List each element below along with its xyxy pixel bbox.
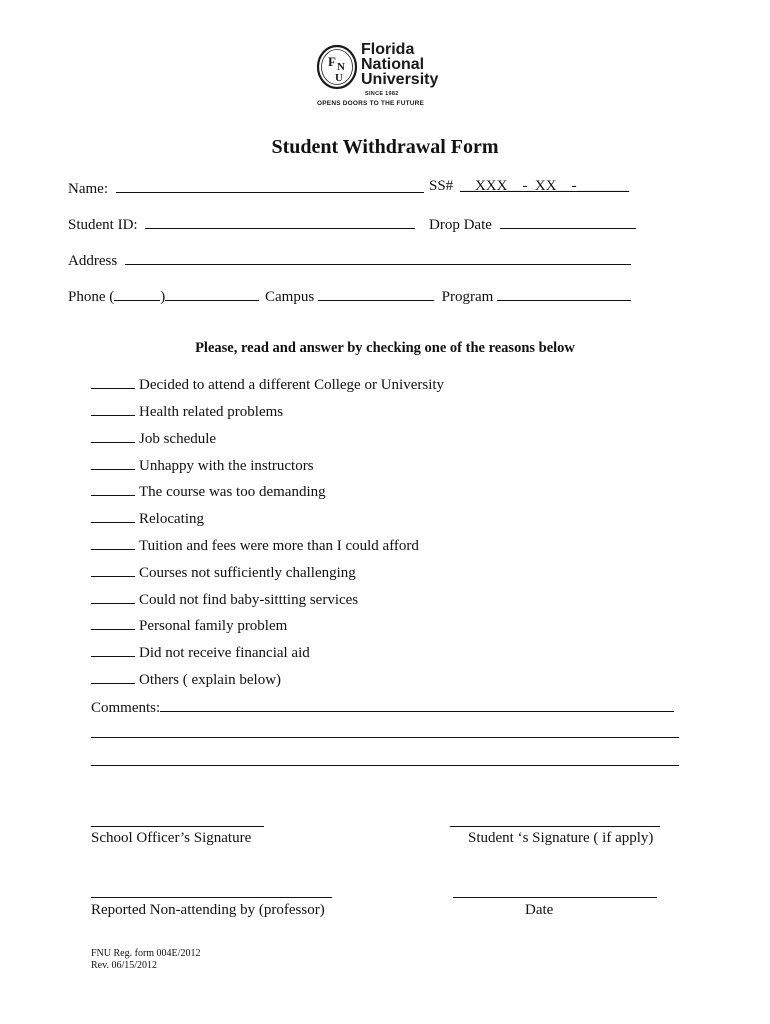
reason-item [91,482,326,501]
comments-row [91,697,674,717]
fnu-logo [313,40,463,112]
reason-label: Relocating [139,511,204,527]
reason-check-line[interactable] [91,456,135,470]
campus-input-line[interactable] [318,286,434,301]
ss-label: SS# [429,178,454,194]
name-input-line[interactable] [116,178,424,193]
svg-text:N: N [337,61,345,73]
reason-check-line[interactable] [91,536,135,550]
logo-tagline: OPENS DOORS TO THE FUTURE [317,100,425,107]
school-officer-signature-line[interactable] [91,826,264,827]
comments-input-line[interactable] [160,697,674,712]
reason-label: The course was too demanding [139,484,326,500]
ss-value[interactable]: __XXX__-_XX__-_______ [459,178,630,194]
reason-check-line[interactable] [91,590,135,604]
reason-item [91,616,287,635]
reason-label: Job schedule [139,431,217,447]
reason-item [91,375,444,394]
professor-signature-label: Reported Non-attending by (professor) [91,902,325,918]
instruction-text: Please, read and answer by checking one of the reasons below [195,340,575,356]
reason-check-line[interactable] [91,429,135,443]
comments-line-3[interactable] [91,765,679,766]
reason-item [91,670,281,689]
logo-since: SINCE 1982 [365,91,399,97]
comments-label: Comments: [91,700,161,716]
svg-text:F: F [328,54,336,69]
reason-check-line[interactable] [91,563,135,577]
logo-name-line3: University [361,71,439,88]
phone-paren-close: ) [160,289,166,305]
reason-check-line[interactable] [91,402,135,416]
phone-area-code-line[interactable] [114,286,160,301]
university-name [361,42,438,87]
date-label: Date [525,902,554,918]
fnu-seal-icon [315,44,359,90]
reason-item [91,643,310,662]
school-officer-signature-label: School Officer’s Signature [91,830,252,846]
reason-check-line[interactable] [91,509,135,523]
campus-label: Campus [265,289,315,305]
reason-item [91,456,314,475]
reason-label: Health related problems [139,404,284,420]
drop-date-input-line[interactable] [500,214,636,229]
program-label: Program [441,289,494,305]
address-row [68,250,631,270]
reason-item [91,402,283,421]
reason-label: Tuition and fees were more than I could afford [139,538,419,554]
reason-label: Others ( explain below) [139,672,282,688]
reason-check-line[interactable] [91,670,135,684]
reason-label: Did not receive financial aid [139,645,310,661]
reason-item [91,590,358,609]
footer-form-code: FNU Reg. form 004E/2012 [91,948,201,959]
reason-item [91,536,419,555]
program-input-line[interactable] [497,286,631,301]
phone-row [68,286,631,306]
reason-check-line[interactable] [91,482,135,496]
address-input-line[interactable] [125,250,631,265]
reason-check-line[interactable] [91,616,135,630]
reason-label: Courses not sufficiently challenging [139,565,356,581]
logo-name-line1: Florida [361,41,415,58]
reason-label: Decided to attend a different College or University [139,377,445,393]
student-id-label: Student ID: [68,217,138,233]
date-line[interactable] [453,897,657,898]
address-label: Address [68,253,118,269]
reason-label: Could not find baby-sittting services [139,592,359,608]
reason-item [91,563,356,582]
reason-label: Unhappy with the instructors [139,458,314,474]
reason-check-line[interactable] [91,375,135,389]
drop-date-row [429,214,636,234]
svg-text:U: U [335,72,343,84]
reason-check-line[interactable] [91,643,135,657]
reason-item [91,429,216,448]
student-signature-line[interactable] [450,826,660,827]
form-footer [91,948,200,972]
reason-label: Personal family problem [139,618,288,634]
ss-field-row [429,178,629,195]
professor-signature-line[interactable] [91,897,332,898]
phone-number-line[interactable] [165,286,259,301]
name-field-row [68,178,424,198]
footer-revision: Rev. 06/15/2012 [91,960,158,971]
student-signature-label: Student ‘s Signature ( if apply) [468,830,654,846]
drop-date-label: Drop Date [429,217,492,233]
comments-line-2[interactable] [91,737,679,738]
logo-name-line2: National [361,56,425,73]
student-id-row [68,214,415,234]
phone-label: Phone ( [68,289,115,305]
form-title: Student Withdrawal Form [271,136,499,158]
name-label: Name: [68,181,108,197]
student-id-input-line[interactable] [145,214,415,229]
reason-item [91,509,204,528]
